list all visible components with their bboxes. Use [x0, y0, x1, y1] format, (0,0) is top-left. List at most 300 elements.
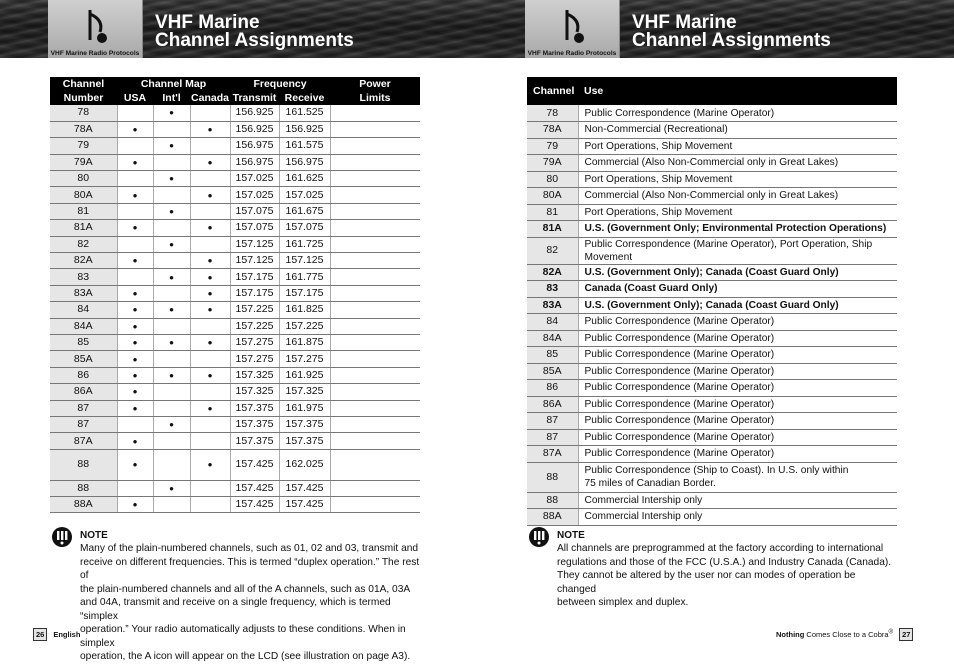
usa-cell: • [117, 367, 153, 383]
transmit-cell: 156.975 [230, 154, 279, 170]
channel-number-cell: 82 [50, 236, 117, 252]
usa-cell [117, 138, 153, 154]
table-row [527, 188, 897, 205]
use-cell [578, 237, 897, 264]
use-cell [578, 297, 897, 314]
channel-number-cell: 78 [50, 105, 117, 121]
channel-number-cell: 84A [50, 318, 117, 334]
channel-cell: 84A [527, 330, 578, 347]
power-limits-cell [330, 220, 420, 236]
table-row [50, 220, 420, 236]
canada-cell: • [190, 285, 230, 301]
footer-left [33, 628, 80, 641]
usa-cell [117, 269, 153, 285]
power-limits-cell [330, 318, 420, 334]
use-cell [578, 155, 897, 172]
use-cell [578, 138, 897, 155]
transmit-cell: 157.075 [230, 203, 279, 219]
channel-number-cell: 88A [50, 497, 117, 513]
transmit-cell: 157.275 [230, 351, 279, 367]
receive-cell: 157.175 [279, 285, 330, 301]
canada-cell [190, 171, 230, 187]
usa-cell [117, 105, 153, 121]
usa-cell [117, 171, 153, 187]
channel-cell: 81 [527, 204, 578, 221]
col-header-channel: Channel [50, 77, 117, 91]
canada-cell: • [190, 367, 230, 383]
channel-cell: 88 [527, 462, 578, 492]
use-cell [578, 492, 897, 509]
table-row [50, 480, 420, 496]
receive-cell: 161.825 [279, 302, 330, 318]
use-text: U.S. (Government Only); Canada (Coast Guard Only) [584, 299, 839, 311]
channel-cell: 80A [527, 188, 578, 205]
receive-cell: 161.525 [279, 105, 330, 121]
channel-cell: 82 [527, 237, 578, 264]
canada-cell: • [190, 269, 230, 285]
use-cell [578, 264, 897, 281]
channel-cell: 85A [527, 363, 578, 380]
power-limits-cell [330, 269, 420, 285]
use-cell [578, 396, 897, 413]
table-row [527, 509, 897, 526]
channel-cell: 87 [527, 413, 578, 430]
table-row [50, 384, 420, 400]
canada-cell [190, 138, 230, 154]
use-cell [578, 281, 897, 298]
canada-cell: • [190, 220, 230, 236]
intl-cell: • [153, 138, 190, 154]
table-row [50, 138, 420, 154]
use-text: Public Correspondence (Marine Operator) [584, 448, 775, 460]
col-header-limits: Limits [330, 91, 420, 105]
logo-box [48, 0, 143, 58]
section-label: VHF Marine Radio Protocols [50, 50, 140, 57]
use-cell [578, 171, 897, 188]
power-limits-cell [330, 351, 420, 367]
receive-cell: 156.975 [279, 154, 330, 170]
use-cell [578, 509, 897, 526]
power-limits-cell [330, 367, 420, 383]
header-row-top [50, 77, 420, 91]
usa-cell: • [117, 302, 153, 318]
channel-number-cell: 87 [50, 416, 117, 432]
canada-cell [190, 497, 230, 513]
receive-cell: 157.075 [279, 220, 330, 236]
transmit-cell: 157.075 [230, 220, 279, 236]
use-text: Port Operations, Ship Movement [584, 173, 733, 185]
receive-cell: 161.975 [279, 400, 330, 416]
power-limits-cell [330, 236, 420, 252]
receive-cell: 157.375 [279, 416, 330, 432]
channel-cell: 87A [527, 446, 578, 463]
intl-cell: • [153, 302, 190, 318]
use-cell [578, 221, 897, 238]
use-text: Public Correspondence (Marine Operator) [584, 316, 775, 328]
intl-cell [153, 187, 190, 203]
transmit-cell: 156.925 [230, 121, 279, 137]
use-cell [578, 204, 897, 221]
use-text: Commercial (Also Non-Commercial only in Great Lakes) [584, 157, 839, 169]
use-cell [578, 122, 897, 139]
canada-cell: • [190, 449, 230, 480]
usa-cell: • [117, 400, 153, 416]
channel-cell: 88 [527, 492, 578, 509]
power-limits-cell [330, 187, 420, 203]
intl-cell: • [153, 416, 190, 432]
table-row [527, 429, 897, 446]
canada-cell [190, 351, 230, 367]
canada-cell: • [190, 154, 230, 170]
table-row [50, 400, 420, 416]
intl-cell [153, 384, 190, 400]
use-text: Public Correspondence (Marine Operator) [584, 332, 775, 344]
intl-cell: • [153, 105, 190, 121]
power-limits-cell [330, 384, 420, 400]
table-row [50, 154, 420, 170]
channel-cell: 86 [527, 380, 578, 397]
usa-cell [117, 480, 153, 496]
table-row [527, 347, 897, 364]
table-row [50, 334, 420, 350]
use-text: Commercial Intership only [584, 511, 703, 523]
registered-mark: ® [888, 628, 894, 636]
col-header-channel-map: Channel Map [117, 77, 230, 91]
receive-cell: 157.325 [279, 384, 330, 400]
table-row [50, 203, 420, 219]
table-row [527, 105, 897, 122]
table-row [527, 138, 897, 155]
use-cell [578, 429, 897, 446]
receive-cell: 157.425 [279, 497, 330, 513]
channel-cell: 88A [527, 509, 578, 526]
intl-cell: • [153, 203, 190, 219]
transmit-cell: 157.425 [230, 480, 279, 496]
channel-cell: 79A [527, 155, 578, 172]
canada-cell [190, 105, 230, 121]
intl-cell [153, 318, 190, 334]
table-row [50, 433, 420, 449]
page-number: 27 [899, 628, 913, 641]
header-banner [477, 0, 954, 58]
canada-cell: • [190, 334, 230, 350]
note-alert-icon [50, 526, 74, 548]
use-text: U.S. (Government Only); Canada (Coast Guard Only) [584, 266, 839, 278]
use-cell [578, 188, 897, 205]
table-row [50, 416, 420, 432]
use-text: Public Correspondence (Ship to Coast). In U.S. only within [584, 465, 849, 476]
power-limits-cell [330, 285, 420, 301]
table-row [527, 237, 897, 264]
transmit-cell: 157.025 [230, 187, 279, 203]
intl-cell [153, 253, 190, 269]
power-limits-cell [330, 449, 420, 480]
col-header-use: Use [578, 77, 897, 105]
channel-number-cell: 85 [50, 334, 117, 350]
usa-cell: • [117, 351, 153, 367]
use-text: Public Correspondence (Marine Operator) [584, 382, 775, 394]
power-limits-cell [330, 171, 420, 187]
col-header-usa: USA [117, 91, 153, 105]
intl-cell [153, 497, 190, 513]
channel-cell: 85 [527, 347, 578, 364]
table-row [527, 297, 897, 314]
use-cell [578, 380, 897, 397]
table-row [527, 413, 897, 430]
use-cell [578, 413, 897, 430]
intl-cell [153, 351, 190, 367]
power-limits-cell [330, 497, 420, 513]
col-header-frequency: Frequency [230, 77, 330, 91]
transmit-cell: 157.375 [230, 433, 279, 449]
transmit-cell: 157.375 [230, 416, 279, 432]
receive-cell: 157.275 [279, 351, 330, 367]
use-text: Port Operations, Ship Movement [584, 206, 733, 218]
canada-cell: • [190, 187, 230, 203]
channel-cell: 80 [527, 171, 578, 188]
usa-cell: • [117, 497, 153, 513]
power-limits-cell [330, 334, 420, 350]
channel-number-cell: 86 [50, 367, 117, 383]
canada-cell [190, 384, 230, 400]
use-cell [578, 462, 897, 492]
channel-number-cell: 87A [50, 433, 117, 449]
receive-cell: 157.375 [279, 433, 330, 449]
table-row [50, 187, 420, 203]
table-row [527, 264, 897, 281]
usa-cell: • [117, 334, 153, 350]
canada-cell: • [190, 253, 230, 269]
use-text: Commercial (Also Non-Commercial only in Great Lakes) [584, 190, 839, 202]
usa-cell [117, 203, 153, 219]
transmit-cell: 157.025 [230, 171, 279, 187]
intl-cell [153, 220, 190, 236]
note-alert-icon [527, 526, 551, 548]
page-title: VHF Marine Channel Assignments [155, 12, 354, 51]
channel-cell: 78 [527, 105, 578, 122]
receive-cell: 161.675 [279, 203, 330, 219]
table-row [527, 492, 897, 509]
transmit-cell: 157.175 [230, 285, 279, 301]
use-cell [578, 314, 897, 331]
header-banner [0, 0, 477, 58]
use-cell [578, 363, 897, 380]
table-row [527, 171, 897, 188]
intl-cell [153, 433, 190, 449]
use-text: Public Correspondence (Marine Operator) [584, 349, 775, 361]
receive-cell: 161.775 [279, 269, 330, 285]
usa-cell: • [117, 253, 153, 269]
use-text: Port Operations, Ship Movement [584, 140, 733, 152]
logo-box [525, 0, 620, 58]
channel-use-table [527, 77, 897, 526]
note-body: Many of the plain-numbered channels, such as 01, 02 and 03, transmit and receive on different frequencies. This is termed “duplex operation.” The rest of the plain-numbered channels and all of the A channels, such as 01A, 03A and 04A, transmit and receive on a single frequency, which is termed “simplex operation.” Your radio automatically adjusts to these conditions. When in simplex operation, the A icon will appear on the LCD (see illustration on page A3). [80, 543, 420, 662]
table-row [527, 462, 897, 492]
canada-cell: • [190, 121, 230, 137]
usa-cell [117, 416, 153, 432]
channel-cell: 81A [527, 221, 578, 238]
intl-cell [153, 449, 190, 480]
receive-cell: 156.925 [279, 121, 330, 137]
note-heading: NOTE [80, 530, 108, 541]
channel-number-cell: 82A [50, 253, 117, 269]
transmit-cell: 157.425 [230, 449, 279, 480]
channel-number-cell: 80A [50, 187, 117, 203]
table-row [50, 105, 420, 121]
receive-cell: 162.025 [279, 449, 330, 480]
table-row [50, 497, 420, 513]
power-limits-cell [330, 433, 420, 449]
intl-cell: • [153, 236, 190, 252]
tagline-text: Comes Close to a Cobra [804, 630, 889, 639]
channel-number-cell: 79A [50, 154, 117, 170]
use-text: Canada (Coast Guard Only) [584, 283, 718, 295]
receive-cell: 161.625 [279, 171, 330, 187]
channel-number-cell: 81 [50, 203, 117, 219]
canada-cell [190, 480, 230, 496]
receive-cell: 161.725 [279, 236, 330, 252]
intl-cell [153, 285, 190, 301]
col-header-canada: Canada [191, 91, 229, 104]
transmit-cell: 157.225 [230, 302, 279, 318]
channel-number-cell: 79 [50, 138, 117, 154]
table-row [527, 446, 897, 463]
table-row [527, 155, 897, 172]
usa-cell: • [117, 121, 153, 137]
use-text-line2: 75 miles of Canadian Border. [584, 478, 716, 489]
use-text: U.S. (Government Only; Environmental Protection Operations) [584, 223, 887, 235]
col-header-power: Power [330, 77, 420, 91]
usa-cell: • [117, 433, 153, 449]
intl-cell: • [153, 334, 190, 350]
power-limits-cell [330, 302, 420, 318]
table-row [50, 285, 420, 301]
channel-number-cell: 81A [50, 220, 117, 236]
col-header-receive: Receive [279, 91, 330, 105]
use-cell [578, 347, 897, 364]
table-row [527, 122, 897, 139]
page-title: VHF Marine Channel Assignments [632, 12, 831, 51]
page-number: 26 [33, 628, 47, 641]
col-header-number: Number [50, 91, 117, 105]
receive-cell: 161.875 [279, 334, 330, 350]
transmit-cell: 156.975 [230, 138, 279, 154]
receive-cell: 157.225 [279, 318, 330, 334]
note-body: All channels are preprogrammed at the factory according to international regulations and those of the FCC (U.S.A.) and Industry Canada (Canada). They cannot be altered by the user nor can modes of operation be changed between simplex and duplex. [557, 543, 892, 608]
table-row [527, 363, 897, 380]
intl-cell [153, 121, 190, 137]
header-row-bottom [50, 91, 420, 105]
receive-cell: 161.575 [279, 138, 330, 154]
table-row [50, 236, 420, 252]
canada-cell: • [190, 302, 230, 318]
transmit-cell: 157.425 [230, 497, 279, 513]
canada-cell: • [190, 400, 230, 416]
intl-cell [153, 400, 190, 416]
channel-number-cell: 80 [50, 171, 117, 187]
use-text: Public Correspondence (Marine Operator) [584, 415, 775, 427]
canada-cell [190, 236, 230, 252]
channel-cell: 79 [527, 138, 578, 155]
table-row [50, 171, 420, 187]
frequency-table [50, 77, 420, 513]
channel-number-cell: 84 [50, 302, 117, 318]
power-limits-cell [330, 480, 420, 496]
use-cell [578, 105, 897, 122]
channel-number-cell: 78A [50, 121, 117, 137]
channel-number-cell: 88 [50, 480, 117, 496]
use-text: Public Correspondence (Marine Operator), Port Operation, Ship Movement [584, 238, 873, 263]
power-limits-cell [330, 138, 420, 154]
usa-cell: • [117, 318, 153, 334]
transmit-cell: 157.325 [230, 367, 279, 383]
usa-cell: • [117, 154, 153, 170]
col-header-intl: Int'l [153, 91, 190, 105]
table-row [50, 367, 420, 383]
channel-number-cell: 87 [50, 400, 117, 416]
channel-number-cell: 83 [50, 269, 117, 285]
usa-cell: • [117, 187, 153, 203]
note-heading: NOTE [557, 530, 585, 541]
receive-cell: 157.425 [279, 480, 330, 496]
channel-number-cell: 85A [50, 351, 117, 367]
canada-cell [190, 318, 230, 334]
footer-right [776, 628, 913, 641]
channel-cell: 78A [527, 122, 578, 139]
intl-cell [153, 154, 190, 170]
header-row [527, 77, 897, 105]
table-row [50, 253, 420, 269]
usa-cell: • [117, 285, 153, 301]
channel-cell: 82A [527, 264, 578, 281]
table-row [527, 314, 897, 331]
usa-cell: • [117, 220, 153, 236]
canada-cell [190, 203, 230, 219]
table-row [527, 380, 897, 397]
transmit-cell: 157.125 [230, 236, 279, 252]
table-row [527, 221, 897, 238]
canada-cell [190, 416, 230, 432]
power-limits-cell [330, 105, 420, 121]
use-text: Commercial Intership only [584, 494, 703, 506]
col-header-channel: Channel [527, 77, 578, 105]
use-text: Public Correspondence (Marine Operator) [584, 398, 775, 410]
table-row [527, 396, 897, 413]
use-text: Public Correspondence (Marine Operator) [584, 365, 775, 377]
col-header-transmit: Transmit [230, 91, 279, 105]
table-row [50, 302, 420, 318]
radio-logo-icon [80, 6, 110, 46]
channel-cell: 84 [527, 314, 578, 331]
table-row [50, 269, 420, 285]
channel-number-cell: 83A [50, 285, 117, 301]
receive-cell: 157.125 [279, 253, 330, 269]
table-row [50, 351, 420, 367]
intl-cell: • [153, 480, 190, 496]
channel-number-cell: 86A [50, 384, 117, 400]
power-limits-cell [330, 400, 420, 416]
table-row [527, 330, 897, 347]
power-limits-cell [330, 253, 420, 269]
radio-logo-icon [557, 6, 587, 46]
power-limits-cell [330, 121, 420, 137]
use-text: Public Correspondence (Marine Operator) [584, 107, 775, 119]
transmit-cell: 157.125 [230, 253, 279, 269]
power-limits-cell [330, 154, 420, 170]
intl-cell: • [153, 171, 190, 187]
channel-cell: 87 [527, 429, 578, 446]
table-row [50, 449, 420, 480]
